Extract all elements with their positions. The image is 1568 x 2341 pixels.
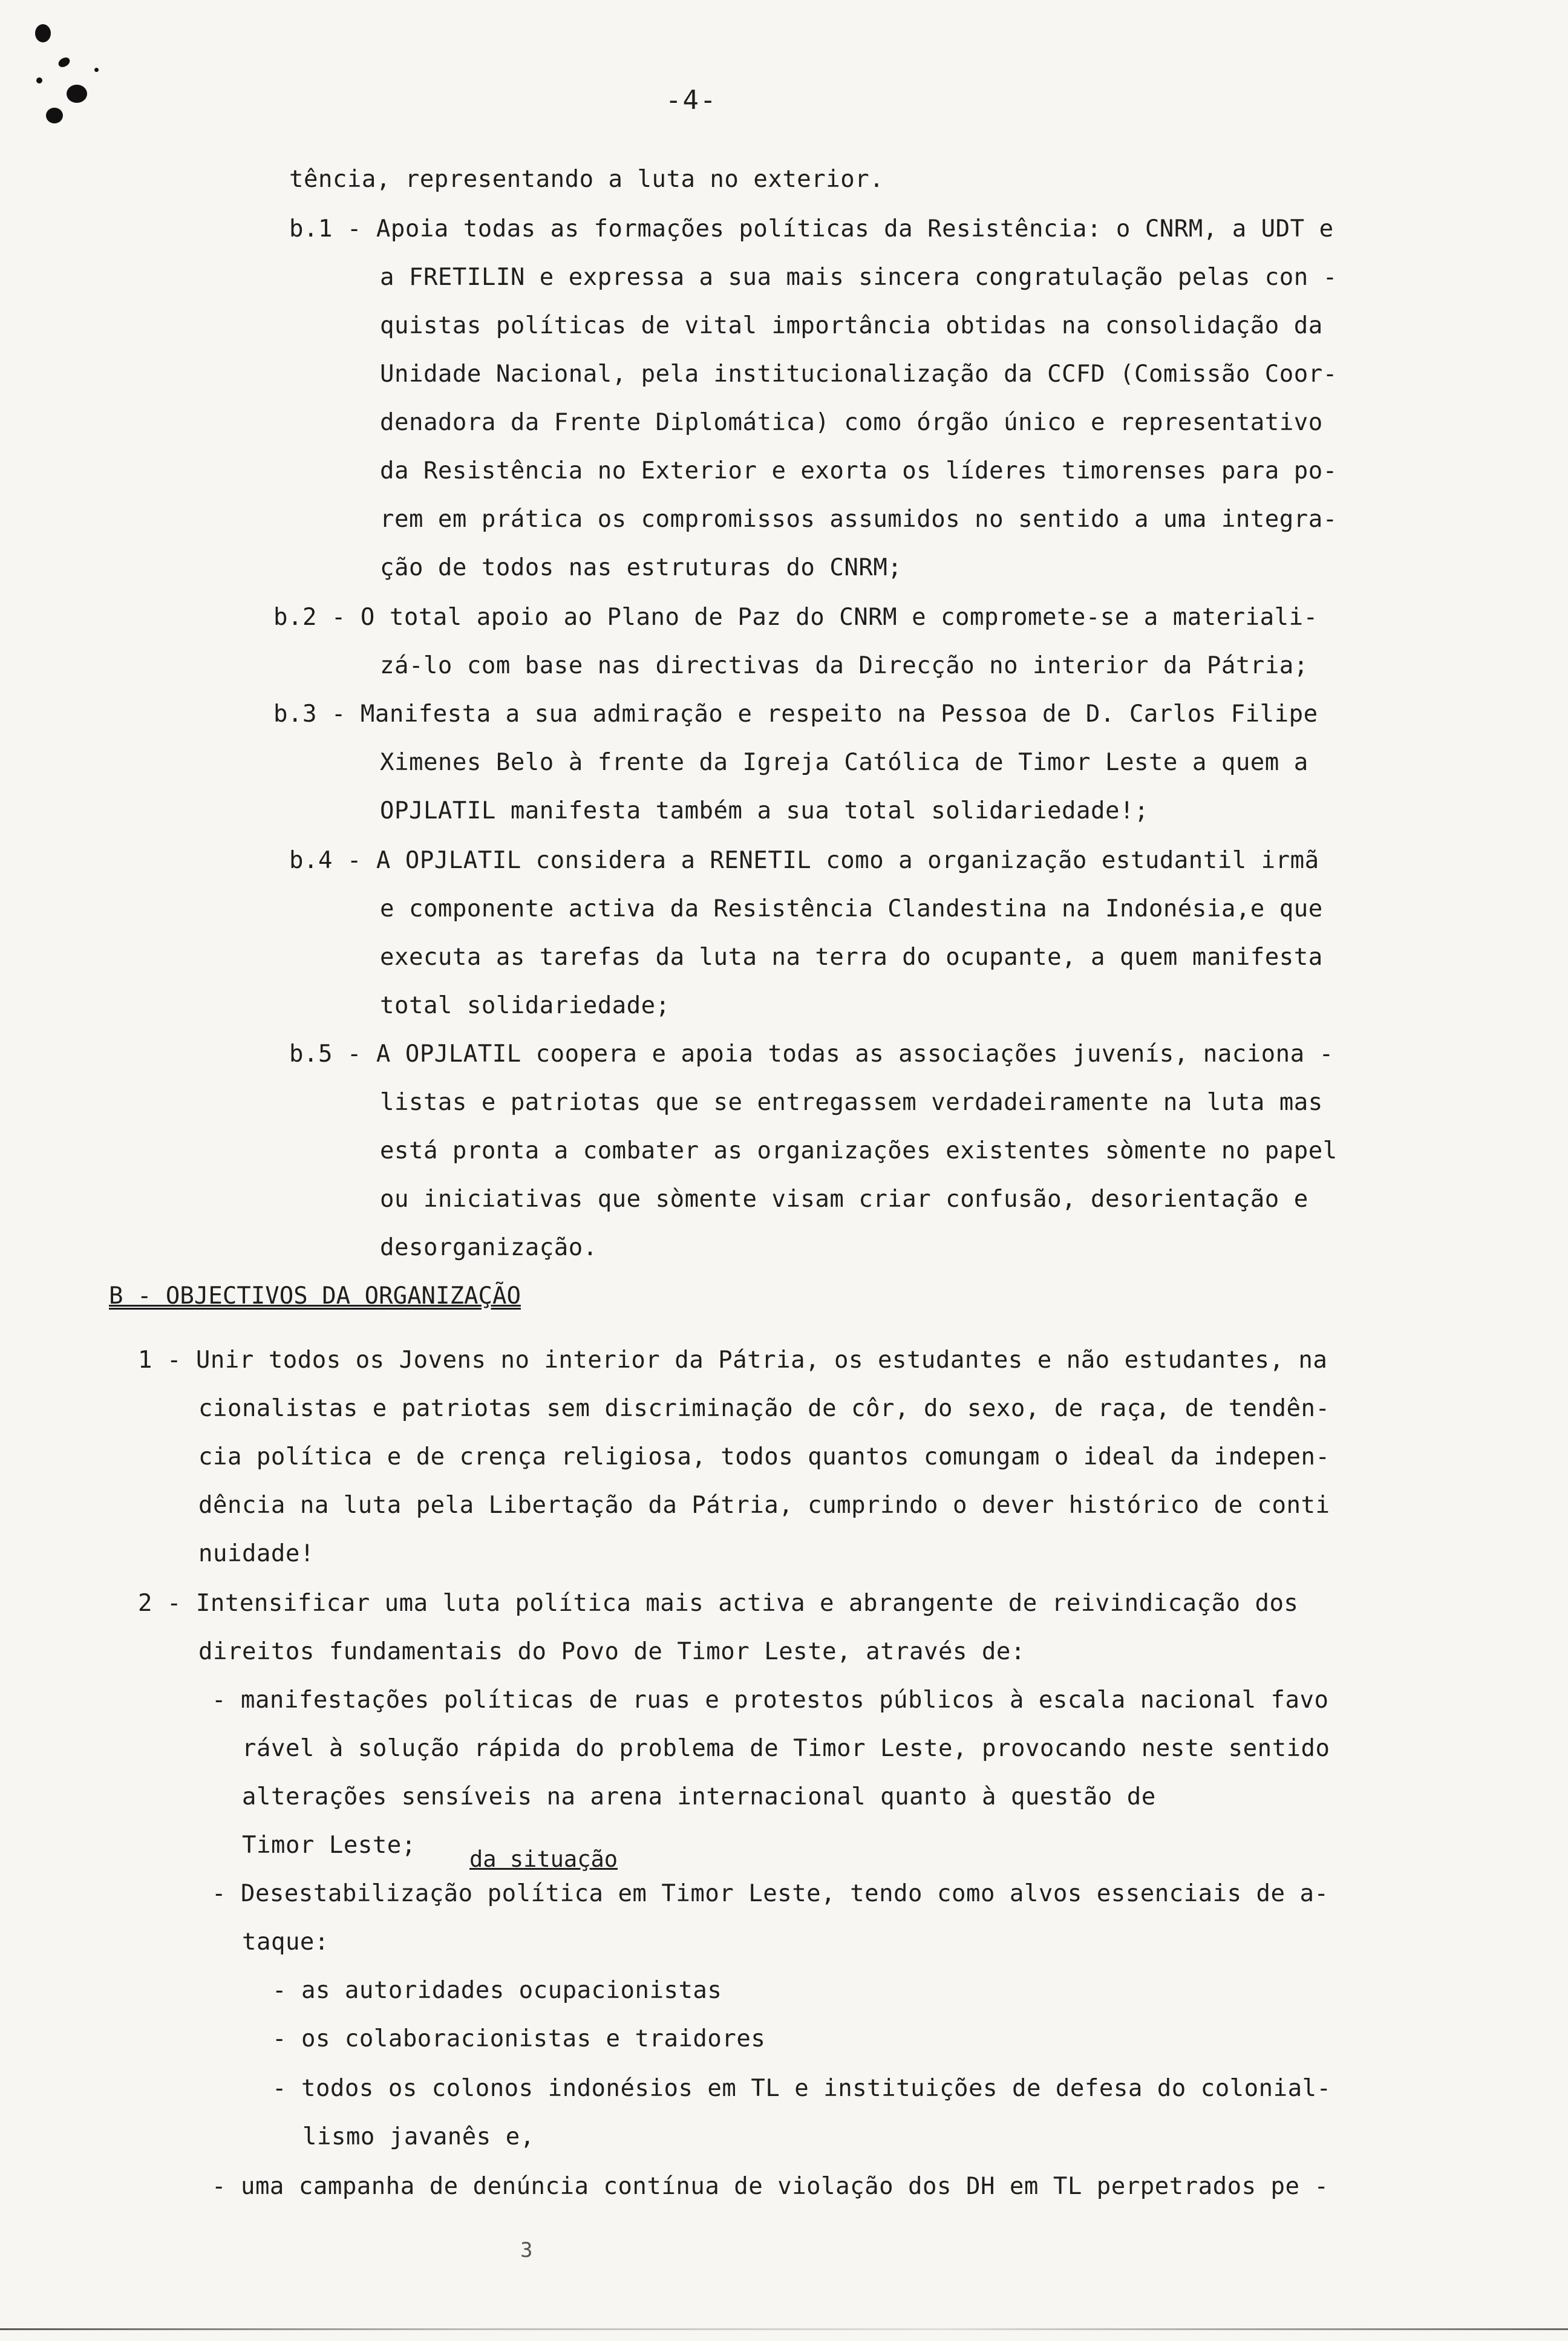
text-line: e componente activa da Resistência Clandestina na Indonésia,e que: [380, 895, 1323, 922]
text-line: lismo javanês e,: [302, 2123, 535, 2150]
text-line: Unidade Nacional, pela institucionalização da CCFD (Comissão Coor-: [380, 361, 1338, 388]
section-heading: B - OBJECTIVOS DA ORGANIZAÇÃO: [109, 1282, 521, 1310]
text-line: taque:: [242, 1928, 329, 1956]
text-line: - as autoridades ocupacionistas: [272, 1977, 722, 2004]
text-line: OPJLATIL manifesta também a sua total solidariedade!;: [380, 797, 1149, 824]
text-line: ção de todos nas estruturas do CNRM;: [380, 554, 903, 581]
ink-speck: [46, 108, 63, 123]
text-line: executa as tarefas da luta na terra do ocupante, a quem manifesta: [380, 944, 1323, 971]
ink-speck: [36, 77, 42, 83]
text-line: a FRETILIN e expressa a sua mais sincera congratulação pelas con -: [380, 264, 1338, 291]
page-number: -4-: [665, 85, 717, 116]
faint-mark: 3: [520, 2238, 533, 2262]
text-line: cionalistas e patriotas sem discriminação de côr, do sexo, de raça, de tendên-: [198, 1395, 1330, 1422]
text-line: desorganização.: [380, 1234, 598, 1261]
text-line: b.3 - Manifesta a sua admiração e respeito na Pessoa de D. Carlos Filipe: [273, 700, 1318, 728]
ink-speck: [57, 56, 71, 69]
text-line: listas e patriotas que se entregassem verdadeiramente na luta mas: [380, 1089, 1323, 1116]
text-line: b.1 - Apoia todas as formações políticas da Resistência: o CNRM, a UDT e: [289, 215, 1334, 243]
text-line: quistas políticas de vital importância obtidas na consolidação da: [380, 312, 1323, 339]
text-line: zá-lo com base nas directivas da Direcção no interior da Pátria;: [380, 652, 1308, 679]
text-line: b.4 - A OPJLATIL considera a RENETIL como a organização estudantil irmã: [289, 847, 1319, 874]
text-line: b.2 - O total apoio ao Plano de Paz do CNRM e compromete-se a materiali-: [273, 604, 1318, 631]
text-line: ou iniciativas que sòmente visam criar confusão, desorientação e: [380, 1186, 1308, 1213]
text-line: alterações sensíveis na arena internacional quanto à questão de: [242, 1783, 1156, 1810]
text-line: da Resistência no Exterior e exorta os líderes timorenses para po-: [380, 457, 1338, 485]
text-line: denadora da Frente Diplomática) como órgão único e representativo: [380, 409, 1323, 436]
text-line: 1 - Unir todos os Jovens no interior da Pátria, os estudantes e não estudantes, na: [138, 1347, 1328, 1374]
ink-speck: [35, 24, 51, 42]
text-line: - manifestações políticas de ruas e protestos públicos à escala nacional favo: [212, 1686, 1329, 1714]
text-line: 2 - Intensificar uma luta política mais activa e abrangente de reivindicação dos: [138, 1590, 1299, 1617]
text-line: - todos os colonos indonésios em TL e instituições de defesa do colonial-: [272, 2075, 1331, 2102]
text-line: está pronta a combater as organizações existentes sòmente no papel: [380, 1137, 1338, 1164]
text-line: dência na luta pela Libertação da Pátria, cumprindo o dever histórico de conti: [198, 1492, 1330, 1519]
text-line: - uma campanha de denúncia contínua de violação dos DH em TL perpetrados pe -: [212, 2173, 1329, 2200]
text-line: cia política e de crença religiosa, todos quantos comungam o ideal da indepen-: [198, 1443, 1330, 1471]
text-line: Ximenes Belo à frente da Igreja Católica de Timor Leste a quem a: [380, 749, 1308, 776]
ink-speck: [67, 85, 87, 103]
page-edge: [0, 2328, 1568, 2330]
ink-speck: [94, 68, 99, 72]
text-line: Timor Leste;: [242, 1832, 416, 1859]
text-line: - Desestabilização política em Timor Leste, tendo como alvos essenciais de a-: [212, 1880, 1329, 1907]
handwritten-insertion: da situação: [469, 1846, 618, 1872]
text-line: total solidariedade;: [380, 992, 670, 1019]
text-line: direitos fundamentais do Povo de Timor Leste, através de:: [198, 1638, 1025, 1665]
text-line: rável à solução rápida do problema de Timor Leste, provocando neste sentido: [242, 1735, 1330, 1762]
text-line: tência, representando a luta no exterior.: [289, 166, 884, 193]
text-line: - os colaboracionistas e traidores: [272, 2025, 766, 2052]
text-line: b.5 - A OPJLATIL coopera e apoia todas as associações juvenís, naciona -: [289, 1040, 1334, 1068]
text-line: nuidade!: [198, 1540, 315, 1567]
text-line: rem em prática os compromissos assumidos no sentido a uma integra-: [380, 506, 1338, 533]
